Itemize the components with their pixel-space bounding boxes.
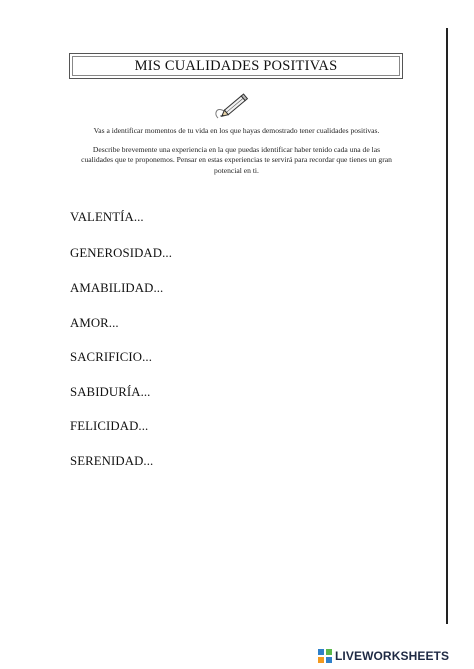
liveworksheets-brand: LIVEWORKSHEETS xyxy=(335,649,450,663)
quality-sacrificio[interactable]: SACRIFICIO... xyxy=(70,350,153,364)
page-edge-rule xyxy=(446,28,448,624)
liveworksheets-logo-icon xyxy=(318,649,332,663)
quality-amabilidad[interactable]: AMABILIDAD... xyxy=(70,281,164,295)
quality-valentia[interactable]: VALENTÍA... xyxy=(70,210,144,224)
intro-text xyxy=(80,126,393,184)
quality-generosidad[interactable]: GENEROSIDAD... xyxy=(70,246,172,260)
intro-paragraph-1: Vas a identificar momentos de tu vida en los que hayas demostrado tener cualidades positivas. xyxy=(93,126,380,135)
page-title: MIS CUALIDADES POSITIVAS xyxy=(134,57,338,74)
liveworksheets-logo[interactable] xyxy=(318,648,449,664)
pencil-icon xyxy=(212,88,252,122)
intro-paragraph-2: Describe brevemente una experiencia en la que puedas identificar haber tenido cada una de las cualidades que te proponemos. Pensar en estas experiencias te servirá para recordar que tienes un gran potencial en ti. xyxy=(81,144,392,175)
quality-serenidad[interactable]: SERENIDAD... xyxy=(70,454,154,468)
quality-sabiduria[interactable]: SABIDURÍA... xyxy=(70,385,151,399)
quality-felicidad[interactable]: FELICIDAD... xyxy=(70,419,149,433)
quality-amor[interactable]: AMOR... xyxy=(70,316,119,330)
title-box xyxy=(69,53,403,79)
